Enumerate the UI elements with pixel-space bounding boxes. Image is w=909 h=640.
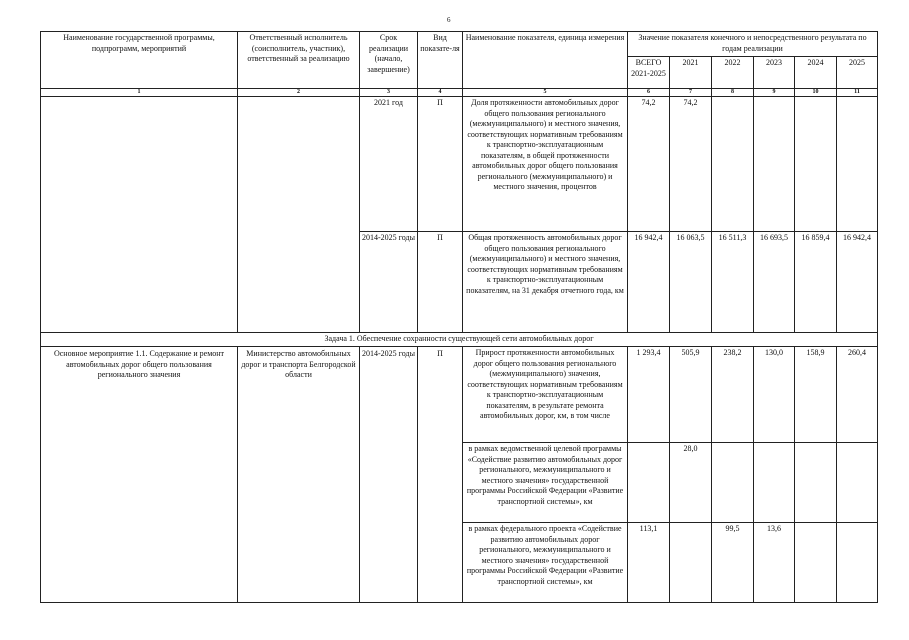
measure-sub-value-2023: 13,6	[754, 523, 795, 603]
empty-cell	[41, 97, 238, 333]
header-year: 2021	[670, 57, 712, 89]
column-number: 11	[837, 89, 878, 97]
measure-sub-value-2022	[712, 443, 754, 523]
column-number: 6	[628, 89, 670, 97]
row-period: 2021 год	[360, 97, 418, 232]
program-table	[40, 31, 878, 603]
row-value-2024: 16 859,4	[795, 232, 837, 333]
row-type: П	[418, 97, 463, 232]
measure-sub-value-2021: 28,0	[670, 443, 712, 523]
measure-sub-value-2023	[754, 443, 795, 523]
measure-executor: Министерство автомобильных дорог и транспорта Белгородской области	[238, 347, 360, 603]
page-number: 6	[447, 16, 451, 24]
row-period: 2014-2025 годы	[360, 232, 418, 333]
row-value-2022	[712, 97, 754, 232]
measure-sub-total	[628, 443, 670, 523]
header-row-1	[41, 32, 878, 57]
row-value-2024	[795, 97, 837, 232]
header-executor: Ответственный исполнитель (соисполнитель, участник), ответственный за реализацию	[238, 32, 360, 89]
measure-name: Основное мероприятие 1.1. Содержание и ремонт автомобильных дорог общего пользования регионального значения	[41, 347, 238, 603]
row-total: 74,2	[628, 97, 670, 232]
row-value-2025: 16 942,4	[837, 232, 878, 333]
row-value-2025	[837, 97, 878, 232]
row-value-2021: 16 063,5	[670, 232, 712, 333]
row-value-2022: 16 511,3	[712, 232, 754, 333]
row-value-2023	[754, 97, 795, 232]
measure-value-2025: 260,4	[837, 347, 878, 443]
row-indicator: Доля протяженности автомобильных дорог общего пользования регионального (межмуниципального) и местного значения, соответствующих нормативным требованиям к транспортно-эксплуатационным показателям, в общей протяженности автомобильных дорог общего пользования регионального (межмуниципального) и местного значения, процентов	[463, 97, 628, 232]
row-value-2023: 16 693,5	[754, 232, 795, 333]
header-year: 2025	[837, 57, 878, 89]
measure-sub-value-2021	[670, 523, 712, 603]
measure-sub-indicator: в рамках федерального проекта «Содействие развитию автомобильных дорог регионального, межмуниципального и местного значения» государственной программы Российской Федерации «Развитие транспортной системы», км	[463, 523, 628, 603]
measure-value-2023: 130,0	[754, 347, 795, 443]
row-value-2021: 74,2	[670, 97, 712, 232]
header-total: ВСЕГО 2021-2025	[628, 57, 670, 89]
empty-cell	[238, 97, 360, 333]
measure-sub-value-2025	[837, 443, 878, 523]
table-row	[41, 97, 878, 232]
measure-type: П	[418, 347, 463, 603]
header-period: Срок реализации (начало, завершение)	[360, 32, 418, 89]
row-indicator: Общая протяженность автомобильных дорог общего пользования регионального (межмуниципального) и местного значения, соответствующих нормативным требованиям к транспортно-эксплуатационным показателям, на 31 декабря отчетного года, км	[463, 232, 628, 333]
measure-value-2024: 158,9	[795, 347, 837, 443]
measure-row	[41, 347, 878, 443]
column-number: 2	[238, 89, 360, 97]
column-number: 4	[418, 89, 463, 97]
measure-sub-value-2024	[795, 523, 837, 603]
column-number: 9	[754, 89, 795, 97]
measure-sub-indicator: в рамках ведомственной целевой программы «Содействие развитию автомобильных дорог регионального, межмуниципального и местного значения» государственной программы Российской Федерации «Развитие транспортной системы», км	[463, 443, 628, 523]
header-year: 2022	[712, 57, 754, 89]
measure-sub-value-2025	[837, 523, 878, 603]
task-title: Задача 1. Обеспечение сохранности существующей сети автомобильных дорог	[41, 333, 878, 347]
header-type: Вид показате-ля	[418, 32, 463, 89]
measure-value-2022: 238,2	[712, 347, 754, 443]
measure-value-2021: 505,9	[670, 347, 712, 443]
header-indicator: Наименование показателя, единица измерения	[463, 32, 628, 89]
header-year: 2023	[754, 57, 795, 89]
measure-indicator: Прирост протяженности автомобильных дорог общего пользования регионального (межмуниципального) значения, соответствующих нормативным требованиям к транспортно-эксплуатационным показателям, в результате ремонта автомобильных дорог, км, в том числе	[463, 347, 628, 443]
task-row	[41, 333, 878, 347]
column-number: 3	[360, 89, 418, 97]
column-number: 1	[41, 89, 238, 97]
column-number-row	[41, 89, 878, 97]
measure-sub-total: 113,1	[628, 523, 670, 603]
header-name: Наименование государственной программы, подпрограмм, мероприятий	[41, 32, 238, 89]
column-number: 5	[463, 89, 628, 97]
column-number: 8	[712, 89, 754, 97]
row-total: 16 942,4	[628, 232, 670, 333]
measure-total: 1 293,4	[628, 347, 670, 443]
header-year: 2024	[795, 57, 837, 89]
measure-sub-value-2022: 99,5	[712, 523, 754, 603]
column-number: 7	[670, 89, 712, 97]
row-type: П	[418, 232, 463, 333]
measure-sub-value-2024	[795, 443, 837, 523]
header-values-group: Значение показателя конечного и непосредственного результата по годам реализации	[628, 32, 878, 57]
column-number: 10	[795, 89, 837, 97]
measure-period: 2014-2025 годы	[360, 347, 418, 603]
